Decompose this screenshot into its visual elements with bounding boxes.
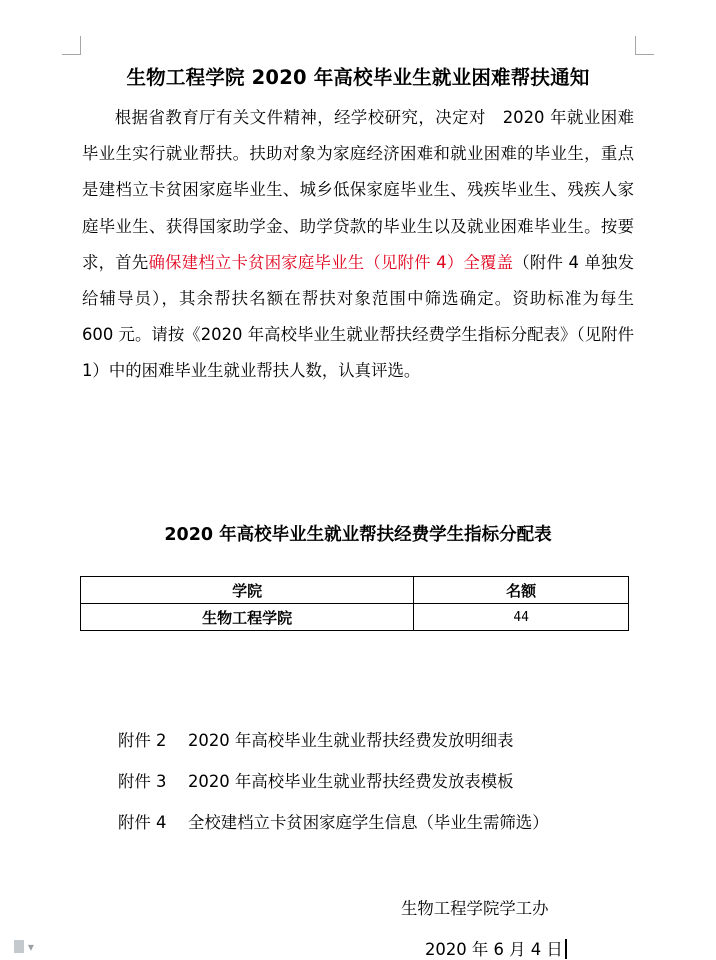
- page-corner-mark-top-right: [635, 36, 654, 55]
- notice-body[interactable]: [82, 100, 634, 390]
- document-title: 生物工程学院 2020 年高校毕业生就业困难帮扶通知: [126, 66, 590, 89]
- chevron-down-icon[interactable]: ▾: [27, 940, 34, 954]
- paragraph-text-1: 根据省教育厅有关文件精神，经学校研究，决定对 2020 年就业困难毕业生实行就业帮扶。扶助对象为家庭经济困难和就业困难的毕业生，重点是建档立卡贫困家庭毕业生、城乡低保家庭毕业生、残疾毕业生、残疾人家庭毕业生、获得国家助学金、助学贷款的毕业生以及就业困难毕业生。按要求，首先: [82, 108, 634, 272]
- attachment-item: [118, 769, 549, 810]
- signature-office: 生物工程学院学工办: [401, 899, 549, 918]
- column-header-quota: 名额: [414, 577, 629, 604]
- page-corner-mark-top-left: [62, 36, 81, 55]
- status-bar: [14, 940, 34, 954]
- attachment-item: [118, 728, 549, 769]
- table-header-row: [81, 577, 629, 604]
- cell-school[interactable]: 生物工程学院: [81, 604, 414, 631]
- attachment-text: 全校建档立卡贫困家庭学生信息（毕业生需筛选）: [188, 813, 549, 832]
- attachment-item: [118, 810, 549, 851]
- table-title: 2020 年高校毕业生就业帮扶经费学生指标分配表: [164, 525, 552, 545]
- signature-date: 2020 年 6 月 4 日: [425, 940, 563, 959]
- column-header-school: 学院: [81, 577, 414, 604]
- cell-quota[interactable]: 44: [414, 604, 629, 631]
- attachment-text: 2020 年高校毕业生就业帮扶经费发放明细表: [188, 731, 514, 750]
- text-cursor: [565, 939, 567, 959]
- attachment-label: 附件 3: [118, 772, 167, 791]
- highlighted-requirement: 确保建档立卡贫困家庭毕业生（见附件 4）全覆盖: [148, 252, 514, 272]
- document-icon[interactable]: [14, 940, 24, 953]
- attachment-list: [118, 728, 549, 851]
- attachment-label: 附件 2: [118, 731, 167, 750]
- attachment-label: 附件 4: [118, 813, 167, 832]
- notice-paragraph[interactable]: [82, 100, 634, 390]
- attachment-text: 2020 年高校毕业生就业帮扶经费发放表模板: [188, 772, 514, 791]
- table-row: [81, 604, 629, 631]
- signature-date-line[interactable]: [425, 936, 567, 960]
- paragraph-text-2: （附件 4 单独发给辅导员），其余帮扶名额在帮扶对象范围中筛选确定。资助标准为每生 600 元。请按《2020 年高校毕业生就业帮扶经费学生指标分配表》（见附件 1）中的困难毕业生就业帮扶人数，认真评选。: [82, 252, 634, 381]
- allocation-table[interactable]: [80, 576, 629, 631]
